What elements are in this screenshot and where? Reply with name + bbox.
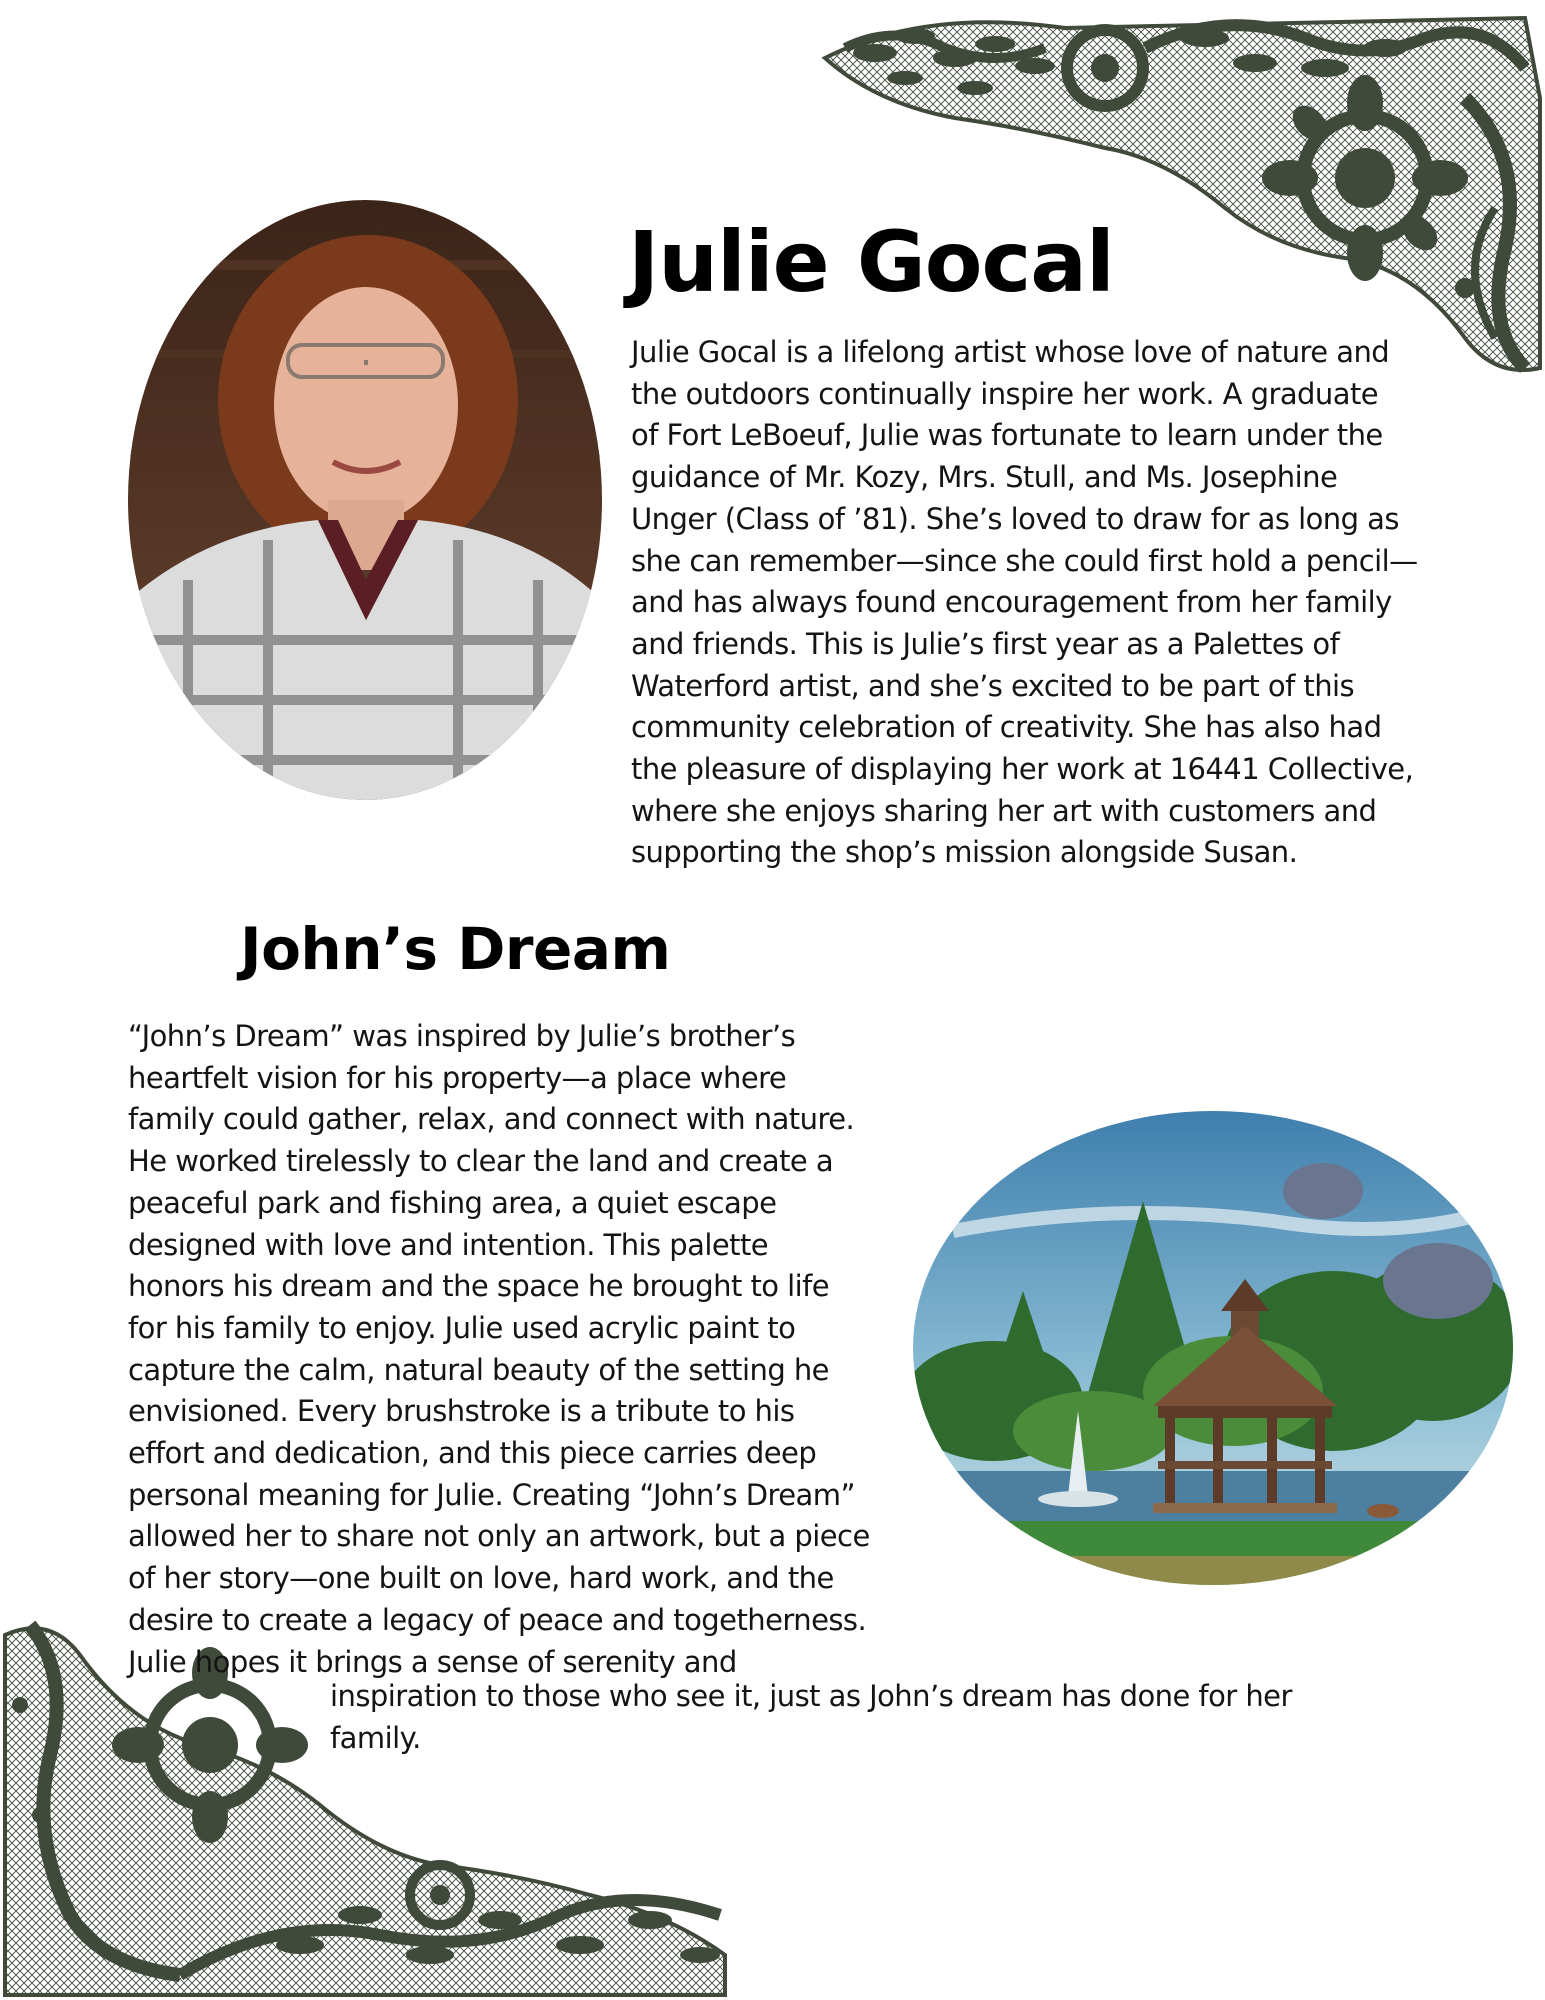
artwork-title: John’s Dream bbox=[240, 915, 671, 983]
artist-portrait bbox=[128, 200, 602, 800]
artwork-description: “John’s Dream” was inspired by Julie’s brother’s heartfelt vision for his property—a place where family could gather, relax, and connect with nature. He worked tirelessly to clear the land and create a peaceful park and fishing area, a quiet escape designed with love and intention. This palette honors his dream and the space he brought to life for his family to enjoy. Julie used acrylic paint to capture the calm, natural beauty of the setting he envisioned. Every brushstroke is a tribute to his effort and dedication, and this piece carries deep personal meaning for Julie. Creating “John’s Dream” allowed her to share not only an artwork, but a piece of her story—one built on love, hard work, and the desire to create a legacy of peace and togetherness. Julie hopes it brings a sense of serenity and bbox=[128, 1019, 870, 1679]
artwork-description-tail: inspiration to those who see it, just as John’s dream has done for her family. bbox=[330, 1679, 1292, 1755]
artist-bio: Julie Gocal is a lifelong artist whose love of nature and the outdoors continually inspire her work. A graduate of Fort LeBoeuf, Julie was fortunate to learn under the guidance of Mr. Kozy, Mrs. Stull, and Ms. Josephine Unger (Class of ’81). She’s loved to draw for as long as she can remember—since she could first hold a pencil— and has always found encouragement from her family and friends. This is Julie’s first year as a Palettes of Waterford artist, and she’s excited to be part of this community celebration of creativity. She has also had the pleasure of displaying her work at 16441 Collective, where she enjoys sharing her art with customers and supporting the shop’s mission alongside Susan. bbox=[631, 335, 1418, 870]
artist-name: Julie Gocal bbox=[628, 213, 1114, 311]
top-lace-ornament-icon bbox=[805, 8, 1545, 388]
gazebo-painting bbox=[913, 1111, 1513, 1585]
